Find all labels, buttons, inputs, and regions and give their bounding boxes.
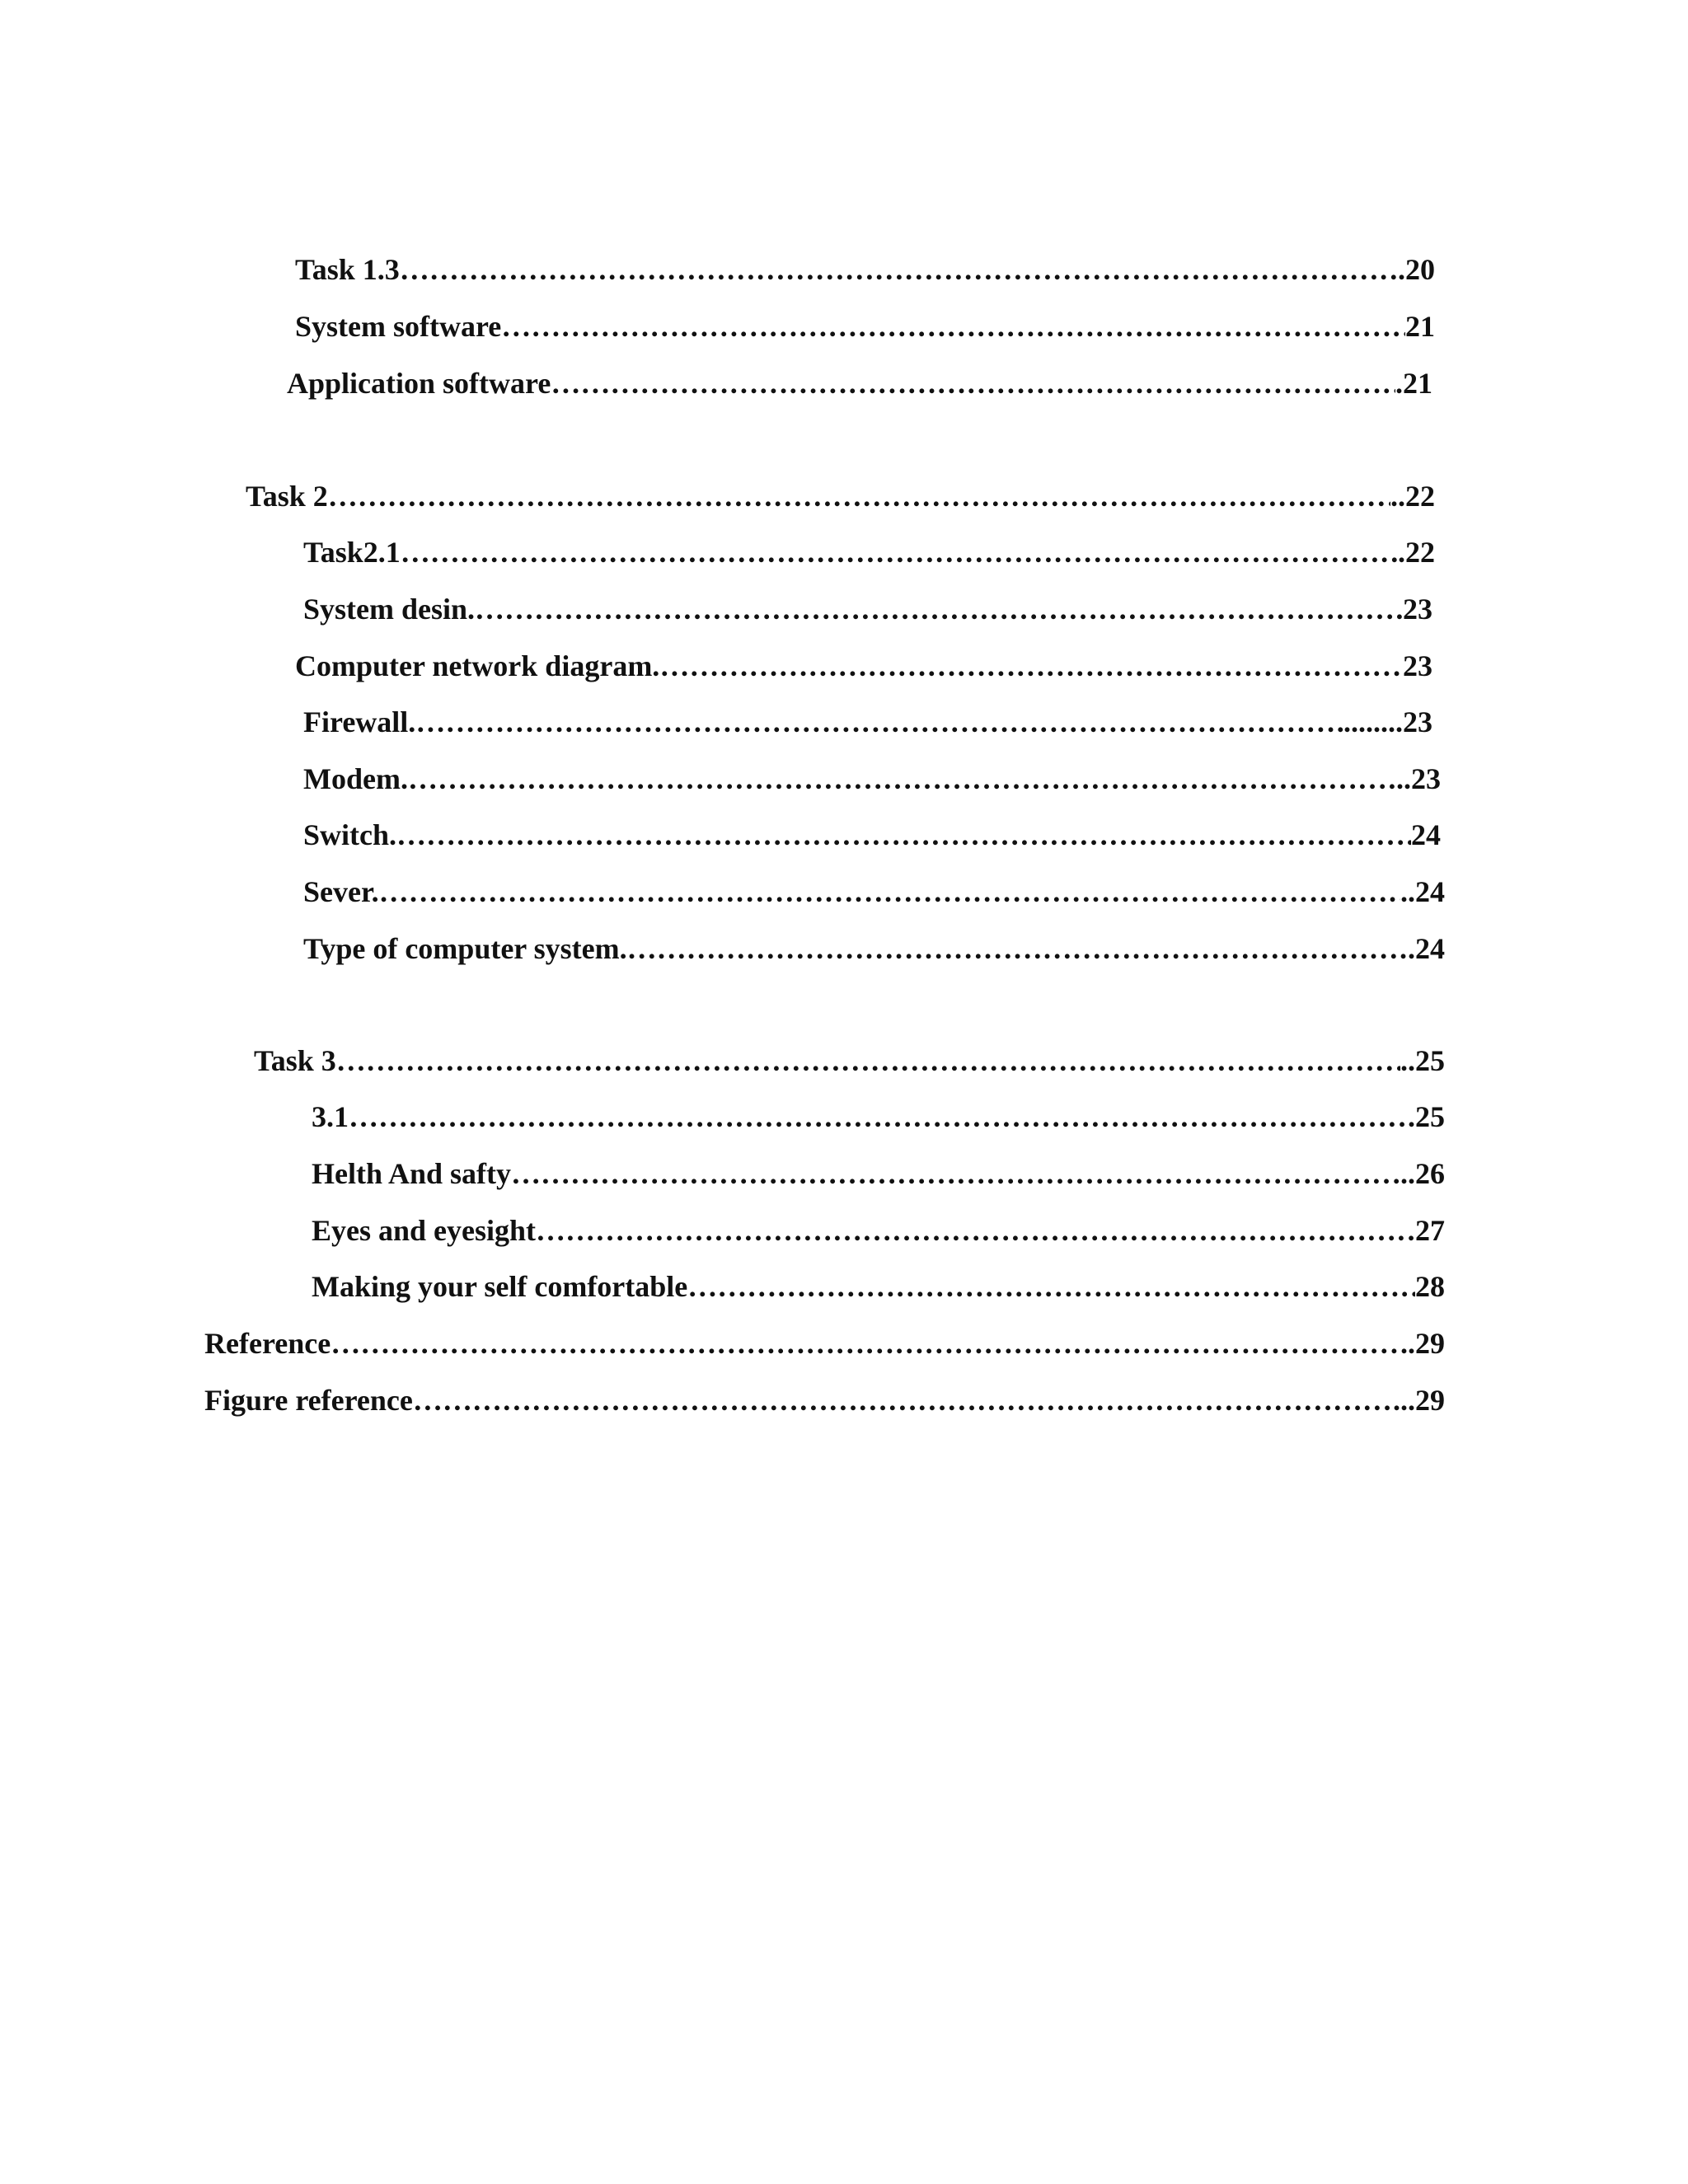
toc-entry-label: Computer network diagram. (295, 649, 660, 682)
toc-page-number: 24 (1411, 818, 1441, 851)
toc-leader-dots (400, 249, 1398, 290)
toc-leader-dots (401, 532, 1398, 573)
toc-page-number: ..23 (1396, 762, 1441, 795)
toc-leader-dots (659, 645, 1403, 687)
toc-entry-modem (303, 758, 1441, 799)
toc-entry-label: Task2.1 (303, 536, 401, 569)
toc-page-number: 23 (1403, 649, 1432, 682)
toc-leader-dots (331, 1323, 1400, 1364)
toc-entry-label: Application software (287, 367, 551, 400)
toc-page-number: 21 (1405, 310, 1435, 343)
toc-leader-dots (328, 476, 1390, 517)
toc-entry-label: Helth And safty (312, 1157, 512, 1190)
toc-entry-label: Making your self comfortable (312, 1270, 688, 1303)
toc-leader-dots (396, 814, 1411, 855)
toc-leader-dots (687, 1266, 1415, 1307)
toc-entry-health-and-safety (312, 1153, 1445, 1194)
toc-leader-dots (408, 758, 1396, 799)
toc-page-number: ..22 (1390, 480, 1435, 513)
toc-leader-dots (336, 1040, 1400, 1081)
toc-leader-dots (349, 1096, 1408, 1137)
toc-page-number: .20 (1398, 253, 1435, 286)
toc-leader-dots (551, 363, 1395, 404)
toc-entry-firewall (303, 701, 1432, 743)
toc-leader-dots (415, 701, 1343, 743)
toc-leader-dots (536, 1210, 1415, 1251)
toc-page-number: .24 (1408, 932, 1445, 965)
toc-entry-label: Firewall. (303, 705, 416, 738)
toc-entry-eyes-and-eyesight (312, 1210, 1445, 1251)
toc-entry-making-yourself-comfortable (312, 1266, 1445, 1307)
toc-page-number: 23 (1403, 593, 1432, 626)
toc-page-number: 27 (1415, 1214, 1445, 1247)
toc-leader-dots (511, 1153, 1400, 1194)
toc-entry-3-1 (312, 1096, 1445, 1137)
toc-page-number: 28 (1415, 1270, 1445, 1303)
toc-entry-figure-reference (204, 1380, 1445, 1421)
toc-entry-application-software (287, 363, 1432, 404)
toc-leader-dots (627, 928, 1408, 969)
toc-entry-label: System desin. (303, 593, 476, 626)
toc-entry-system-software (295, 306, 1435, 347)
toc-entry-server (303, 871, 1445, 912)
toc-leader-dots (501, 306, 1405, 347)
toc-entry-label: Sever. (303, 875, 379, 908)
toc-page-number: ..24 (1400, 875, 1445, 908)
toc-page-number: ........23 (1343, 705, 1432, 738)
toc-page-number: ..25 (1400, 1044, 1445, 1077)
toc-page-number: ..26 (1400, 1157, 1445, 1190)
toc-page-number: ...29 (1393, 1384, 1445, 1417)
toc-entry-task-2-1 (303, 532, 1435, 573)
toc-page-number: ..29 (1400, 1327, 1445, 1360)
toc-entry-task-1-3 (295, 249, 1435, 290)
toc-entry-computer-network-diagram (295, 645, 1432, 687)
toc-leader-dots (379, 871, 1400, 912)
toc-entry-label: System software (295, 310, 502, 343)
toc-entry-label: Task 3 (254, 1044, 336, 1077)
toc-entry-label: Modem. (303, 762, 408, 795)
toc-entry-label: Type of computer system. (303, 932, 627, 965)
toc-entry-label: 3.1 (312, 1100, 349, 1133)
toc-entry-label: Eyes and eyesight (312, 1214, 537, 1247)
toc-entry-task-2 (246, 476, 1435, 517)
toc-entry-label: Reference (204, 1327, 331, 1360)
toc-entry-task-3 (254, 1040, 1445, 1081)
toc-page-number: .22 (1398, 536, 1435, 569)
toc-leader-dots (475, 588, 1403, 630)
toc-entry-switch (303, 814, 1441, 855)
toc-entry-label: Figure reference (204, 1384, 413, 1417)
toc-entry-system-design (303, 588, 1432, 630)
toc-entry-reference (204, 1323, 1445, 1364)
toc-page-number: .25 (1408, 1100, 1445, 1133)
toc-entry-label: Switch. (303, 818, 397, 851)
toc-leader-dots (413, 1380, 1393, 1421)
toc-entry-label: Task 2 (246, 480, 328, 513)
toc-page-number: .21 (1395, 367, 1432, 400)
toc-entry-type-of-computer-system (303, 928, 1445, 969)
toc-entry-label: Task 1.3 (295, 253, 400, 286)
